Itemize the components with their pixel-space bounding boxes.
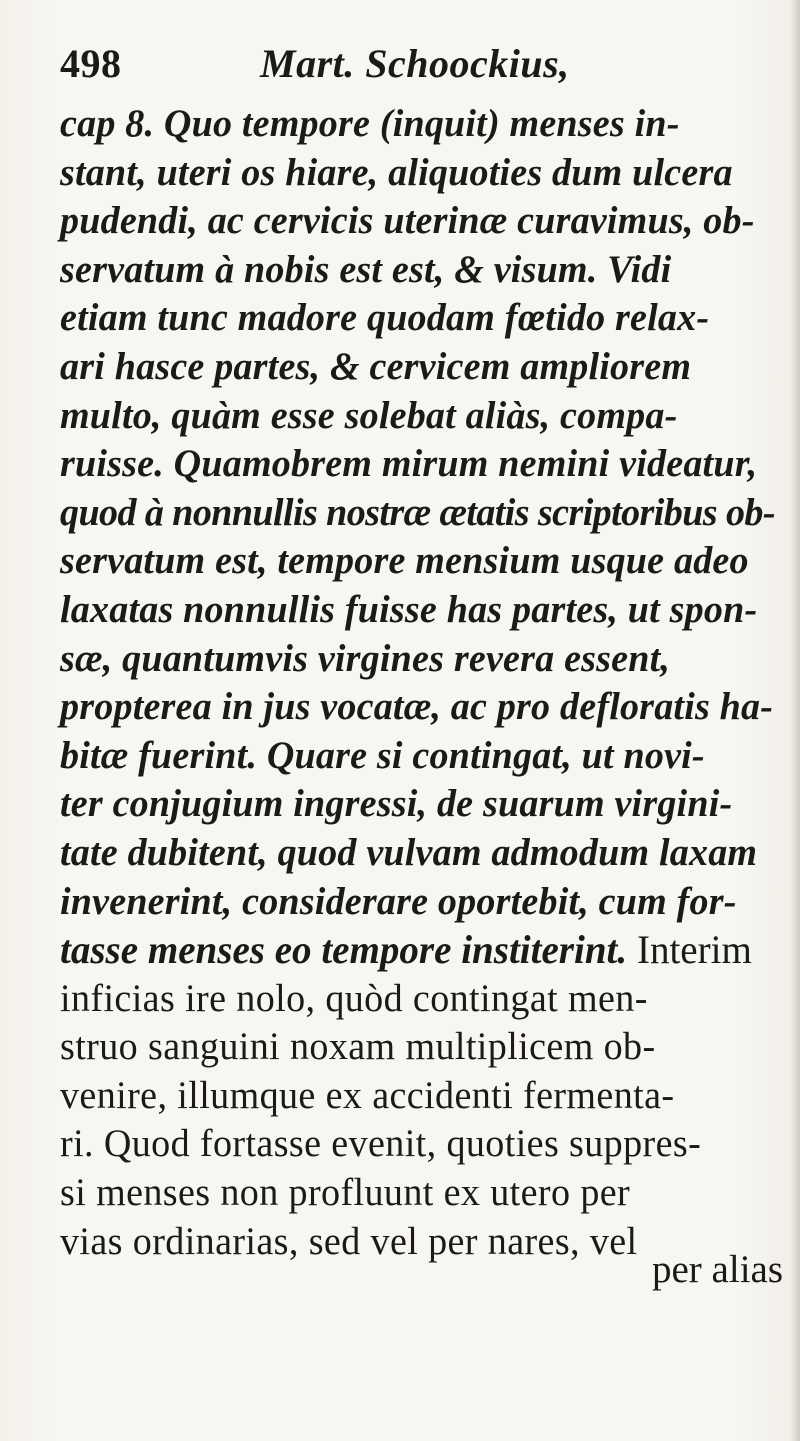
- catchword: per alias: [652, 1248, 784, 1291]
- text-line: ruisse. Quamobrem mirum nemini videatur,: [60, 442, 758, 486]
- body-text: [60, 100, 800, 1266]
- text-line: inficias ire nolo, quòd contingat men-: [60, 976, 648, 1020]
- text-line: stant, uteri os hiare, aliquoties dum ulcera: [60, 150, 733, 194]
- text-line: servatum à nobis est est, & visum. Vidi: [60, 247, 672, 291]
- text-line: tate dubitent, quod vulvam admodum laxam: [60, 830, 758, 874]
- text-line: ter conjugium ingressi, de suarum virgini-: [60, 782, 733, 826]
- running-head: Mart. Schoockius,: [260, 41, 570, 86]
- text-line-mixed: [60, 926, 782, 975]
- text-line: servatum est, tempore mensium usque adeo: [60, 539, 749, 583]
- page-number: 498: [60, 41, 122, 86]
- text-line: vias ordinarias, sed vel per nares, vel: [60, 1219, 638, 1263]
- text-line: quod à nonnullis nostræ ætatis scriptoribus ob-: [60, 490, 775, 534]
- text-line: multo, quàm esse solebat aliàs, compa-: [60, 393, 678, 437]
- text-line: si menses non profluunt ex utero per: [60, 1171, 631, 1215]
- text-line-italic-part: tasse menses eo tempore institerint.: [60, 927, 628, 973]
- text-line: ri. Quod fortasse evenit, quoties suppres-: [60, 1122, 702, 1166]
- text-line-roman-part: Interim: [627, 927, 752, 973]
- text-line: pudendi, ac cervicis uterinæ curavimus, ob-: [60, 199, 755, 243]
- text-line: etiam tunc madore quodam fœtido relax-: [60, 296, 710, 340]
- text-line: struo sanguini noxam multiplicem ob-: [60, 1025, 656, 1069]
- text-line: ari hasce partes, & cervicem ampliorem: [60, 344, 692, 388]
- text-line: bitæ fuerint. Quare si contingat, ut novi-: [60, 733, 705, 777]
- text-line: sæ, quantumvis virgines revera essent,: [60, 636, 671, 680]
- text-line: cap 8. Quo tempore (inquit) menses in-: [60, 102, 680, 145]
- text-line: laxatas nonnullis fuisse has partes, ut spon-: [60, 587, 758, 631]
- text-line: venire, illumque ex accidenti fermenta-: [60, 1073, 675, 1117]
- text-line: propterea in jus vocatæ, ac pro defloratis ha-: [60, 685, 774, 729]
- page-header: [60, 40, 760, 100]
- text-line: invenerint, considerare oportebit, cum for-: [60, 879, 737, 923]
